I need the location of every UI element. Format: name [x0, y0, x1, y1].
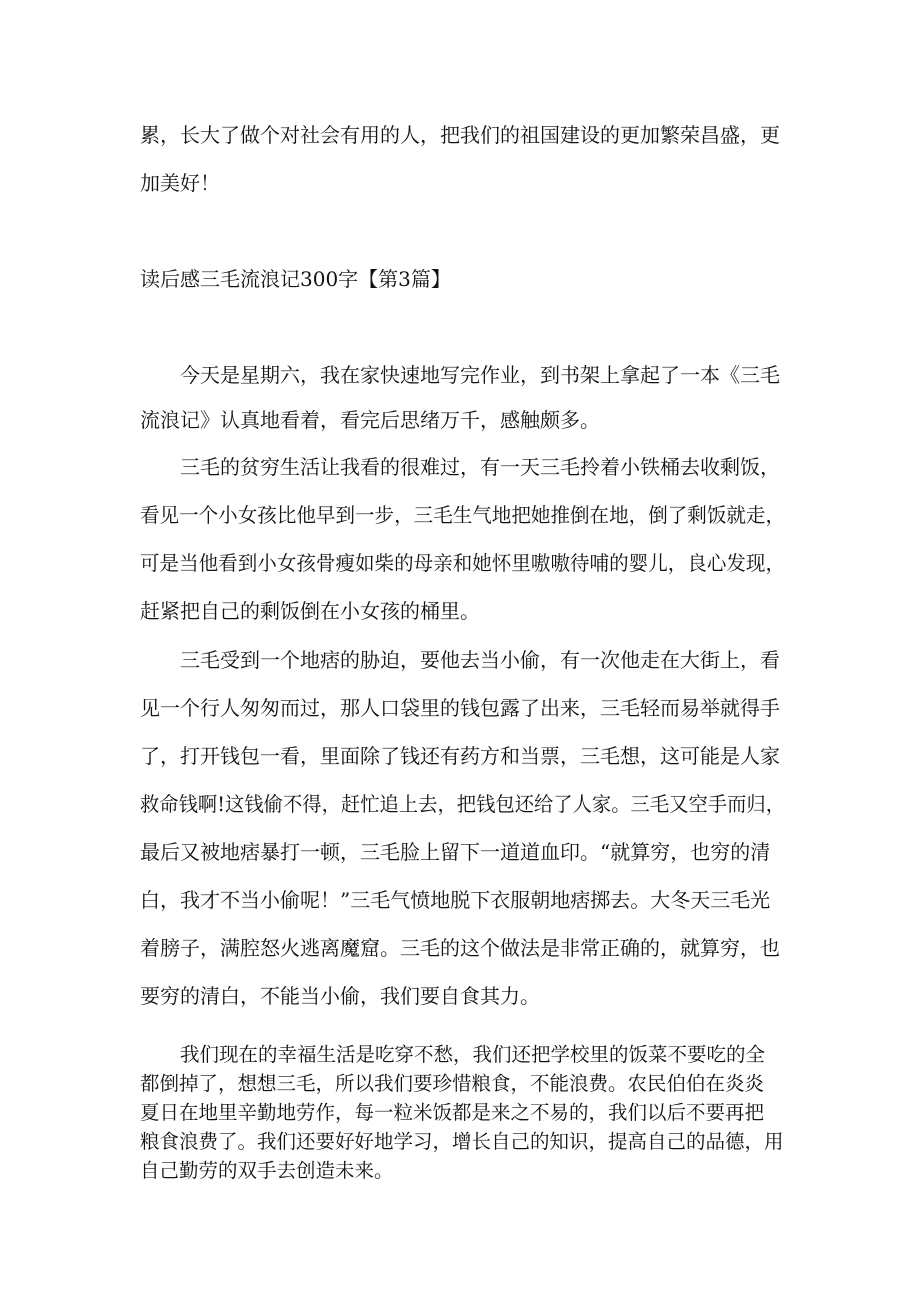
text-line: 可是当他看到小女孩骨瘦如柴的母亲和她怀里嗷嗷待哺的婴儿，良心发现，: [140, 551, 786, 575]
text-line: 看见一个小女孩比他早到一步，三毛生气地把她推倒在地，倒了剩饭就走，: [140, 503, 786, 527]
text-line: 累，长大了做个对社会有用的人，把我们的祖国建设的更加繁荣昌盛，更: [140, 123, 780, 147]
text-line: 了，打开钱包一看，里面除了钱还有药方和当票，三毛想，这可能是人家: [140, 744, 780, 768]
text-line: 今天是星期六，我在家快速地写完作业，到书架上拿起了一本《三毛: [180, 363, 780, 387]
section-heading: 读后感三毛流浪记300字【第3篇】: [140, 267, 451, 291]
text-line: 着膀子，满腔怒火逃离魔窟。三毛的这个做法是非常正确的，就算穷，也: [140, 936, 780, 960]
text-line: 流浪记》认真地看着，看完后思绪万千，感触颇多。: [140, 408, 600, 432]
text-line: 救命钱啊!这钱偷不得，赶忙追上去，把钱包还给了人家。三毛又空手而归，: [140, 792, 786, 816]
text-line: 加美好！: [140, 171, 220, 195]
text-line: 要穷的清白，不能当小偷，我们要自食其力。: [140, 984, 540, 1008]
text-line: 最后又被地痞暴打一顿，三毛脸上留下一道道血印。“就算穷，也穷的清: [140, 840, 771, 864]
text-line: 我们现在的幸福生活是吃穿不愁，我们还把学校里的饭菜不要吃的全: [180, 1043, 766, 1066]
text-line: 赶紧把自己的剩饭倒在小女孩的桶里。: [140, 599, 480, 623]
text-line: 自己勤劳的双手去创造未来。: [140, 1159, 394, 1182]
text-line: 三毛的贫穷生活让我看的很难过，有一天三毛拎着小铁桶去收剩饭，: [180, 455, 780, 479]
text-line: 都倒掉了，想想三毛，所以我们要珍惜粮食，不能浪费。农民伯伯在炎炎: [140, 1072, 765, 1095]
text-line: 三毛受到一个地痞的胁迫，要他去当小偷，有一次他走在大街上，看: [180, 648, 780, 672]
text-line: 白，我才不当小偷呢！”三毛气愤地脱下衣服朝地痞掷去。大冬天三毛光: [140, 888, 771, 912]
text-line: 粮食浪费了。我们还要好好地学习，增长自己的知识，提高自己的品德，用: [140, 1130, 784, 1153]
text-line: 见一个行人匆匆而过，那人口袋里的钱包露了出来，三毛轻而易举就得手: [140, 696, 780, 720]
text-line: 夏日在地里辛勤地劳作，每一粒米饭都是来之不易的，我们以后不要再把: [140, 1101, 765, 1124]
